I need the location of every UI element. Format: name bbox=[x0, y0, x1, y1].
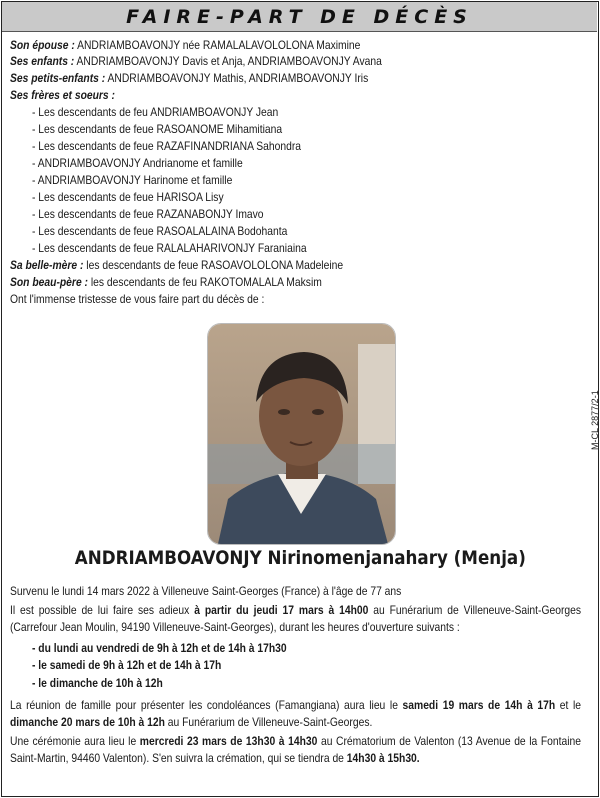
sibling-item: - Les descendants de feue RAZAFINANDRIANA Sahondra bbox=[32, 139, 302, 153]
portrait-image bbox=[208, 324, 395, 544]
survenu-text: Survenu le lundi 14 mars 2022 à Villeneuve Saint-Georges (France) à l'âge de 77 ans bbox=[10, 584, 402, 598]
beaupere-text: les descendants de feu RAKOTOMALALA Maksim bbox=[90, 275, 322, 289]
beaupere-line bbox=[10, 274, 322, 290]
freres-line bbox=[10, 87, 115, 103]
reunion-text-2: et le bbox=[555, 698, 582, 712]
schedule-item: - le dimanche de 10h à 12h bbox=[32, 676, 163, 690]
epouse-line bbox=[10, 37, 360, 53]
portrait-photo bbox=[207, 323, 396, 545]
sibling-item: - Les descendants de feue HARISOA Lisy bbox=[32, 190, 224, 204]
petits-text: ANDRIAMBOAVONJY Mathis, ANDRIAMBOAVONJY Iris bbox=[107, 71, 369, 85]
reference-code: M-CL 2877/2-1 bbox=[590, 390, 600, 450]
schedule-item: - le samedi de 9h à 12h et de 14h à 17h bbox=[32, 658, 222, 672]
bellemere-text: les descendants de feue RASOAVOLOLONA Madeleine bbox=[86, 258, 344, 272]
sibling-item: - Les descendants de feue RALALAHARIVONJY Faraniaina bbox=[32, 241, 307, 255]
reunion-paragraph bbox=[10, 697, 581, 732]
reunion-date-2: dimanche 20 mars de 10h à 12h bbox=[10, 715, 165, 730]
reunion-text-3: au Funérarium de Villeneuve-Saint-Georges. bbox=[164, 715, 373, 730]
sibling-item: - Les descendants de feue RAZANABONJY Imavo bbox=[32, 207, 264, 221]
epouse-text: ANDRIAMBOAVONJY née RAMALALAVOLOLONA Maximine bbox=[77, 38, 361, 52]
petits-label: Ses petits-enfants : bbox=[10, 71, 106, 85]
sibling-item: - ANDRIAMBOAVONJY Andrianome et famille bbox=[32, 156, 243, 170]
petits-enfants-line bbox=[10, 70, 368, 86]
deceased-name-text: ANDRIAMBOAVONJY Nirinomenjanahary (Menja) bbox=[74, 547, 526, 569]
beaupere-label: Son beau-père : bbox=[10, 275, 88, 289]
adieux-text-2: au Funérarium de Villeneuve-Saint-Georges (Carrefour Jean Moulin, 94190 Villeneuve-Saint-Georges), durant les heures d'ouverture suivants : bbox=[10, 603, 582, 635]
sibling-item: - Les descendants de feu ANDRIAMBOAVONJY Jean bbox=[32, 105, 279, 119]
schedule-item: - du lundi au vendredi de 9h à 12h et de 14h à 17h30 bbox=[32, 641, 287, 655]
bellemere-line bbox=[10, 257, 343, 273]
cremation-time: 14h30 à 15h30. bbox=[346, 751, 420, 766]
announcement-text: Ont l'immense tristesse de vous faire part du décès de : bbox=[10, 292, 265, 306]
banner-title: FAIRE-PART DE DÉCÈS bbox=[126, 6, 473, 28]
reunion-date-1: samedi 19 mars de 14h à 17h bbox=[402, 698, 556, 712]
header-banner bbox=[2, 2, 597, 32]
ceremonie-date: mercredi 23 mars de 13h30 à 14h30 bbox=[139, 734, 318, 748]
adieux-text-1: Il est possible de lui faire ses adieux bbox=[10, 603, 195, 617]
enfants-label: Ses enfants : bbox=[10, 54, 75, 68]
adieux-date: à partir du jeudi 17 mars à 14h00 bbox=[194, 603, 369, 617]
enfants-line bbox=[10, 53, 382, 69]
deceased-name bbox=[0, 547, 600, 569]
reunion-text-1: La réunion de famille pour présenter les condoléances (Famangiana) aura lieu le bbox=[10, 698, 403, 712]
ceremonie-text-2: au Crématorium de Valenton (13 Avenue de la Fontaine Saint-Martin, 94460 Valenton). S'en suivra la crémation, qui se tiendra de bbox=[10, 734, 582, 766]
adieux-paragraph bbox=[10, 602, 581, 637]
freres-label: Ses frères et soeurs : bbox=[10, 88, 115, 102]
ceremonie-text-1: Une cérémonie aura lieu le bbox=[10, 734, 140, 748]
sibling-item: - Les descendants de feue RASOANOME Mihamitiana bbox=[32, 122, 283, 136]
sibling-item: - ANDRIAMBOAVONJY Harinome et famille bbox=[32, 173, 233, 187]
bellemere-label: Sa belle-mère : bbox=[10, 258, 84, 272]
enfants-text: ANDRIAMBOAVONJY Davis et Anja, ANDRIAMBOAVONJY Avana bbox=[76, 54, 382, 68]
sibling-item: - Les descendants de feue RASOALALAINA Bodohanta bbox=[32, 224, 288, 238]
epouse-label: Son épouse : bbox=[10, 38, 75, 52]
ceremonie-paragraph bbox=[10, 733, 581, 768]
